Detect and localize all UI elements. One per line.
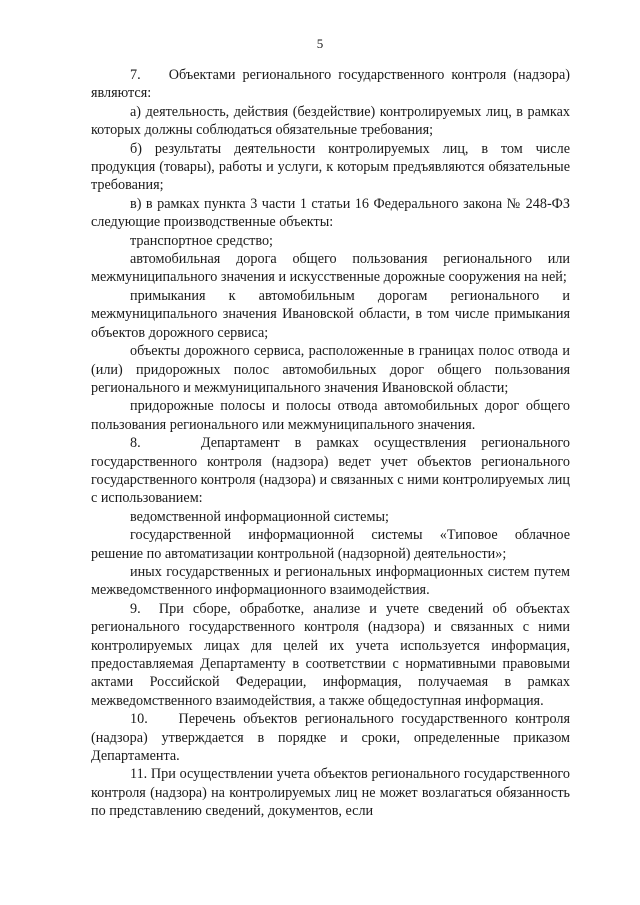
paragraph-7v: в) в рамках пункта 3 части 1 статьи 16 Федерального закона № 248-ФЗ следующие производственные объекты:	[91, 195, 570, 231]
list-item-roadside-strips: придорожные полосы и полосы отвода автомобильных дорог общего пользования регионального или межмуниципального значения.	[91, 398, 570, 433]
list-item-state-system: государственной информационной системы «Типовое облачное решение по автоматизации контрольной (надзорной) деятельности»;	[91, 527, 570, 562]
paragraph-8: 8. Департамент в рамках осуществления регионального государственного контроля (надзора) ведет учет объектов регионального государственного контроля (надзора) и связанных с ними контролируемых лиц с использованием:	[91, 435, 570, 507]
paragraph-9: 9. При сборе, обработке, анализе и учете сведений об объектах регионального государственного контроля (надзора) и связанных с ними контролируемых лицах для целей их учета используется информация, предоставляемая Департаменту в соответствии с нормативными правовыми актами Российской Федерации, информация, получаемая в рамках межведомственного взаимодействия, а также общедоступная информация.	[91, 600, 570, 709]
list-item-road-service: объекты дорожного сервиса, расположенные в границах полос отвода и (или) придорожных полос автомобильных дорог общего пользования регионального и межмуниципального значения Ивановской области;	[91, 343, 570, 396]
paragraph-10: 10. Перечень объектов регионального государственного контроля (надзора) утверждается в порядке и сроки, определенные приказом Департамента.	[91, 711, 570, 765]
paragraph-11: 11. При осуществлении учета объектов регионального государственного контроля (надзора) на контролируемых лиц не может возлагаться обязанность по представлению сведений, документов, если	[91, 766, 570, 820]
paragraph-7b: б) результаты деятельности контролируемых лиц, в том числе продукция (товары), работы и услуги, к которым предъявляются обязательные требования;	[91, 140, 570, 194]
document-body	[91, 66, 570, 821]
list-item-junctions: примыкания к автомобильным дорогам регионального и межмуниципального значения Ивановской области, в том числе примыкания объектов дорожного сервиса;	[91, 287, 570, 341]
page-number: 5	[316, 36, 324, 51]
list-item-departmental-system: ведомственной информационной системы;	[130, 508, 389, 525]
paragraph-7a: а) деятельность, действия (бездействие) контролируемых лиц, в рамках которых должны соблюдаться обязательные требования;	[91, 103, 570, 139]
list-item-other-systems: иных государственных и региональных информационных систем путем межведомственного информационного взаимодействия.	[91, 563, 570, 599]
list-item-road: автомобильная дорога общего пользования регионального или межмуниципального значения и искусственные дорожные сооружения на ней;	[91, 251, 570, 286]
list-item-vehicle: транспортное средство;	[130, 232, 274, 249]
paragraph-7: 7. Объектами регионального государственного контроля (надзора) являются:	[91, 67, 570, 102]
